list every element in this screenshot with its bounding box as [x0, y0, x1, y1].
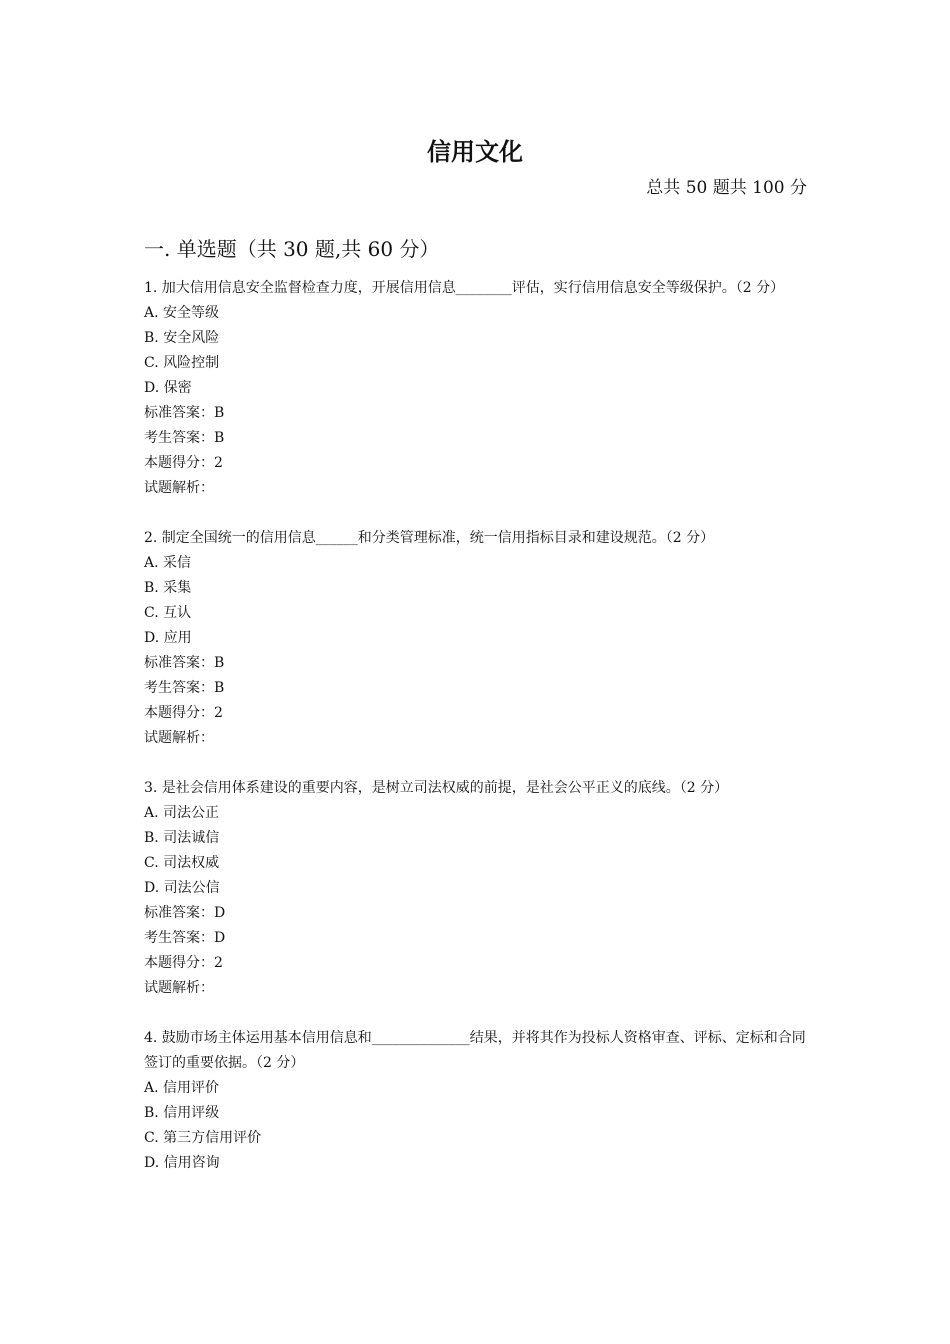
- student-answer: 考生答案：D: [144, 930, 226, 946]
- option-d: D. 司法公信: [144, 880, 220, 896]
- question-analysis: 试题解析：: [144, 730, 214, 746]
- option-c: C. 互认: [144, 605, 192, 621]
- option-d: D. 信用咨询: [144, 1155, 220, 1171]
- question-analysis: 试题解析：: [144, 980, 214, 996]
- question-score: 本题得分：2: [144, 955, 223, 971]
- exam-summary: 总共 50 题共 100 分: [646, 178, 807, 198]
- standard-answer: 标准答案：B: [144, 405, 225, 421]
- document-title: 信用文化: [427, 138, 523, 166]
- option-b: B. 信用评级: [144, 1105, 220, 1121]
- option-a: A. 信用评价: [144, 1080, 220, 1096]
- question-item: [144, 776, 812, 1001]
- standard-answer: 标准答案：B: [144, 655, 225, 671]
- section-heading: 一. 单选题（共 30 题,共 60 分）: [144, 237, 440, 261]
- question-stem: 2. 制定全国统一的信用信息______和分类管理标准，统一信用指标目录和建设规范。（2 分）: [144, 530, 715, 546]
- option-c: C. 司法权威: [144, 855, 220, 871]
- option-a: A. 司法公正: [144, 805, 220, 821]
- option-d: D. 保密: [144, 380, 192, 396]
- option-b: B. 安全风险: [144, 330, 220, 346]
- question-stem: 1. 加大信用信息安全监督检查力度，开展信用信息________评估，实行信用信息安全等级保护。（2 分）: [144, 280, 785, 296]
- student-answer: 考生答案：B: [144, 680, 225, 696]
- option-c: C. 风险控制: [144, 355, 220, 371]
- option-b: B. 采集: [144, 580, 192, 596]
- option-b: B. 司法诚信: [144, 830, 220, 846]
- student-answer: 考生答案：B: [144, 430, 225, 446]
- option-c: C. 第三方信用评价: [144, 1130, 262, 1146]
- question-item: [144, 1026, 812, 1176]
- question-list: [144, 276, 812, 1201]
- question-analysis: 试题解析：: [144, 480, 214, 496]
- question-score: 本题得分：2: [144, 455, 223, 471]
- question-item: [144, 276, 812, 501]
- question-stem: 4. 鼓励市场主体运用基本信用信息和______________结果，并将其作为投标人资格审查、评标、定标和合同签订的重要依据。（2 分）: [144, 1030, 806, 1071]
- option-a: A. 采信: [144, 555, 192, 571]
- question-item: [144, 526, 812, 751]
- option-d: D. 应用: [144, 630, 192, 646]
- standard-answer: 标准答案：D: [144, 905, 226, 921]
- question-score: 本题得分：2: [144, 705, 223, 721]
- option-a: A. 安全等级: [144, 305, 220, 321]
- question-stem: 3. 是社会信用体系建设的重要内容，是树立司法权威的前提，是社会公平正义的底线。（2 分）: [144, 780, 729, 796]
